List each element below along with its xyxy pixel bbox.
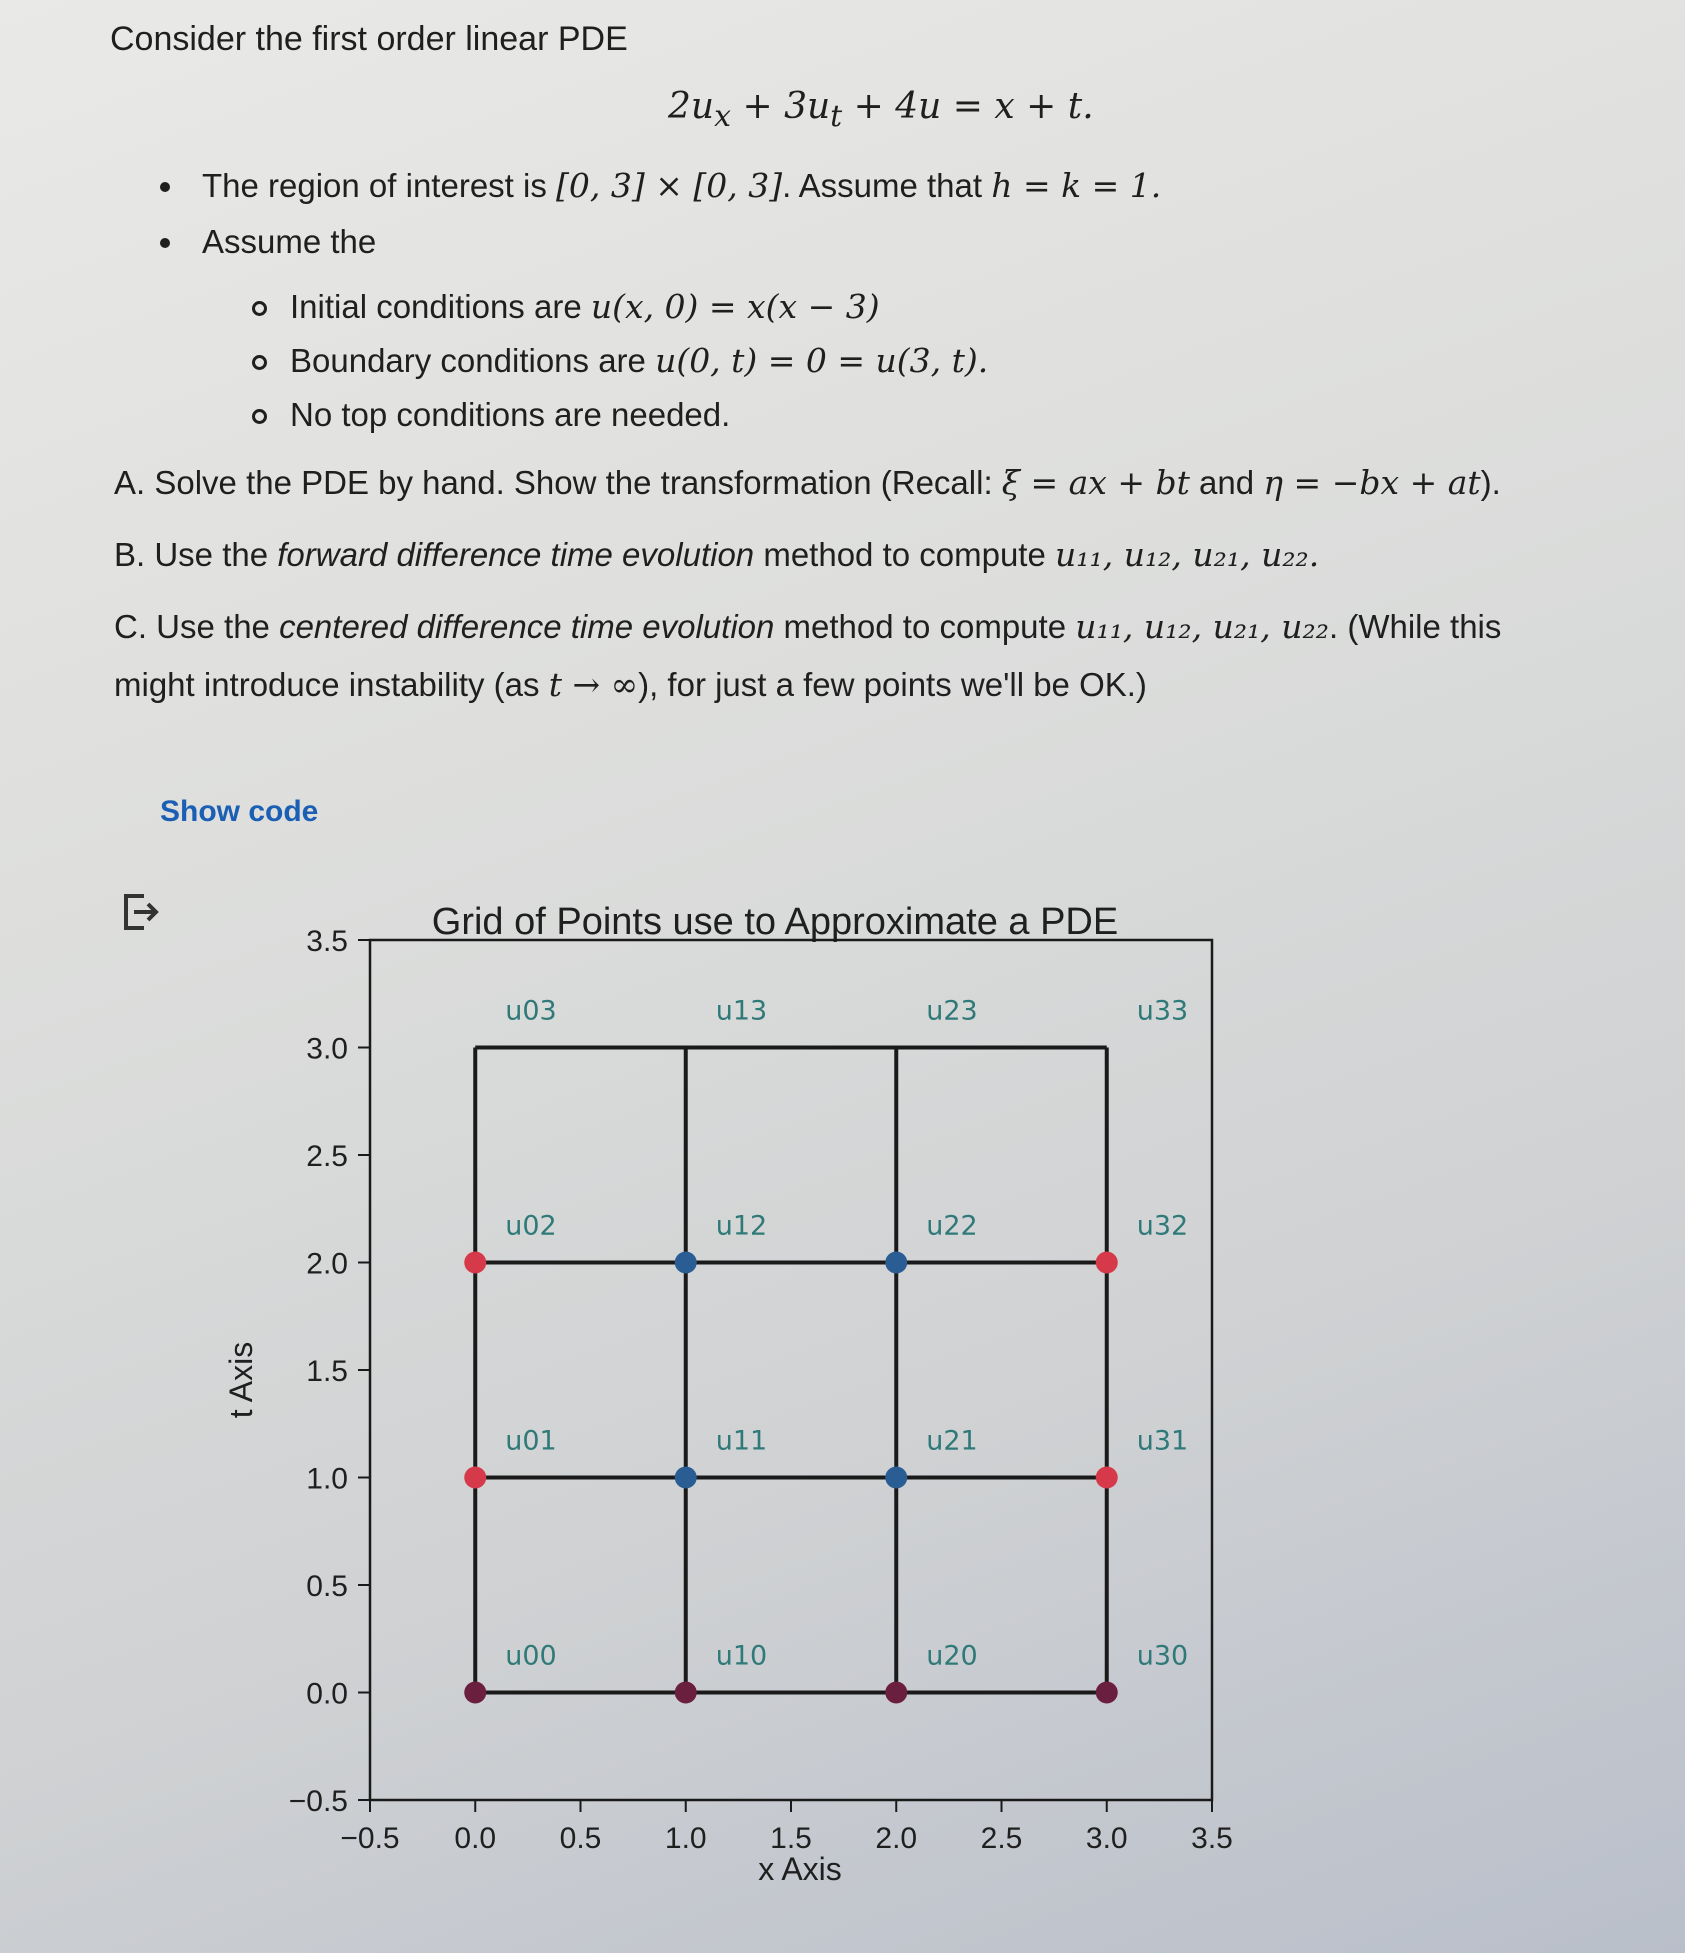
part-c-line2a: might introduce instability (as xyxy=(114,666,549,703)
part-c-line2math: t → ∞ xyxy=(548,665,639,704)
point-label-u12: u12 xyxy=(715,1210,768,1242)
part-b-math: u₁₁, u₁₂, u₂₁, u₂₂. xyxy=(1055,535,1320,574)
point-labels xyxy=(505,996,1188,1672)
x-axis-ticks xyxy=(340,1800,1232,1855)
grid-point-interior xyxy=(885,1467,907,1489)
grid-point-initial xyxy=(675,1682,697,1704)
y-tick-label: 3.5 xyxy=(306,925,348,958)
x-tick-label: 1.5 xyxy=(770,1822,812,1855)
x-tick-label: 0.0 xyxy=(454,1822,497,1855)
show-code-link[interactable]: Show code xyxy=(160,795,319,828)
pde-sub-x: x xyxy=(714,99,732,135)
pde-term-3: + 4u = x + t. xyxy=(842,86,1094,127)
grid-point-interior xyxy=(675,1467,697,1489)
point-label-u02: u02 xyxy=(505,1210,557,1242)
part-a-math2: η = −bx + at xyxy=(1263,463,1481,502)
x-tick-label: 2.5 xyxy=(980,1822,1023,1855)
sub-boundary-math: u(0, t) = 0 = u(3, t). xyxy=(655,341,989,380)
bullet-region-text2: . Assume that xyxy=(782,167,992,204)
point-label-u20: u20 xyxy=(926,1640,978,1672)
y-axis-label: t Axis xyxy=(223,1341,259,1419)
part-c-em: centered difference time evolution xyxy=(279,608,775,645)
x-tick-label: 1.0 xyxy=(664,1822,707,1855)
part-c-line2b: ), for just a few points we'll be OK.) xyxy=(638,666,1147,703)
point-label-u10: u10 xyxy=(715,1640,768,1672)
point-label-u22: u22 xyxy=(926,1210,978,1242)
y-tick-label: 2.5 xyxy=(306,1140,348,1173)
chart-title: Grid of Points use to Approximate a PDE xyxy=(431,901,1119,943)
part-b-text: B. Use the xyxy=(114,536,278,573)
grid-point-initial xyxy=(885,1682,907,1704)
y-tick-label: 1.5 xyxy=(306,1355,348,1388)
part-c-text3: . (While this xyxy=(1329,608,1502,645)
bullet-region-math: [0, 3] × [0, 3] xyxy=(556,166,783,205)
x-tick-label: 0.5 xyxy=(559,1822,602,1855)
point-label-u00: u00 xyxy=(505,1640,557,1672)
y-axis-ticks xyxy=(289,925,370,1818)
part-b-em: forward difference time evolution xyxy=(277,536,755,573)
x-tick-label: 2.0 xyxy=(875,1822,918,1855)
point-label-u21: u21 xyxy=(926,1425,978,1457)
grid-point-boundary xyxy=(464,1252,486,1274)
pde-term-2: + 3u xyxy=(731,86,831,127)
point-label-u01: u01 xyxy=(505,1425,557,1457)
point-label-u11: u11 xyxy=(715,1425,768,1457)
bullet-region-text: The region of interest is xyxy=(202,167,557,204)
grid-point-initial xyxy=(1096,1682,1118,1704)
y-tick-label: −0.5 xyxy=(288,1785,348,1818)
point-label-u32: u32 xyxy=(1136,1210,1189,1242)
bullet-region-math2: h = k = 1. xyxy=(991,166,1162,205)
sub-initial-math: u(x, 0) = x(x − 3) xyxy=(590,287,880,326)
grid-point-boundary xyxy=(1096,1252,1118,1274)
point-label-u33: u33 xyxy=(1136,995,1189,1027)
grid-point-boundary xyxy=(464,1467,486,1489)
sub-boundary-text: Boundary conditions are xyxy=(290,342,656,379)
point-label-u23: u23 xyxy=(926,995,978,1027)
point-label-u30: u30 xyxy=(1136,1640,1189,1672)
y-tick-label: 1.0 xyxy=(306,1462,348,1496)
point-label-u03: u03 xyxy=(505,995,557,1027)
part-a-end: ). xyxy=(1480,464,1501,501)
part-a-text: A. Solve the PDE by hand. Show the transformation (Recall: xyxy=(114,464,1002,501)
sub-initial-text: Initial conditions are xyxy=(290,288,591,325)
grid-point-interior xyxy=(675,1252,697,1274)
grid-point-initial xyxy=(464,1682,486,1704)
part-c-text: C. Use the xyxy=(114,608,280,645)
grid-lines xyxy=(475,1048,1107,1693)
grid-point-interior xyxy=(885,1252,907,1274)
y-tick-label: 2.0 xyxy=(306,1247,348,1281)
point-label-u31: u31 xyxy=(1136,1425,1189,1457)
bullet-assume-text: Assume the xyxy=(202,223,377,260)
sub-top-text: No top conditions are needed. xyxy=(290,396,731,433)
x-tick-label: 3.5 xyxy=(1191,1822,1233,1855)
x-tick-label: −0.5 xyxy=(340,1822,400,1855)
grid-point-boundary xyxy=(1096,1467,1118,1489)
x-tick-label: 3.0 xyxy=(1085,1822,1128,1855)
part-a-and: and xyxy=(1189,464,1264,501)
pde-term-1: 2u xyxy=(668,86,715,127)
part-c-math: u₁₁, u₁₂, u₂₁, u₂₂ xyxy=(1075,607,1330,646)
y-tick-label: 3.0 xyxy=(306,1032,348,1066)
part-b-text2: method to compute xyxy=(754,536,1055,573)
part-c-text2: method to compute xyxy=(774,608,1076,645)
y-tick-label: 0.0 xyxy=(306,1677,348,1711)
y-tick-label: 0.5 xyxy=(306,1570,348,1603)
plot-frame xyxy=(370,940,1212,1800)
intro-line: Consider the first order linear PDE xyxy=(110,20,628,58)
pde-sub-t: t xyxy=(830,99,843,135)
point-label-u13: u13 xyxy=(715,995,768,1027)
part-a-math1: ξ = ax + bt xyxy=(1001,463,1190,502)
x-axis-label: x Axis xyxy=(758,1851,842,1887)
